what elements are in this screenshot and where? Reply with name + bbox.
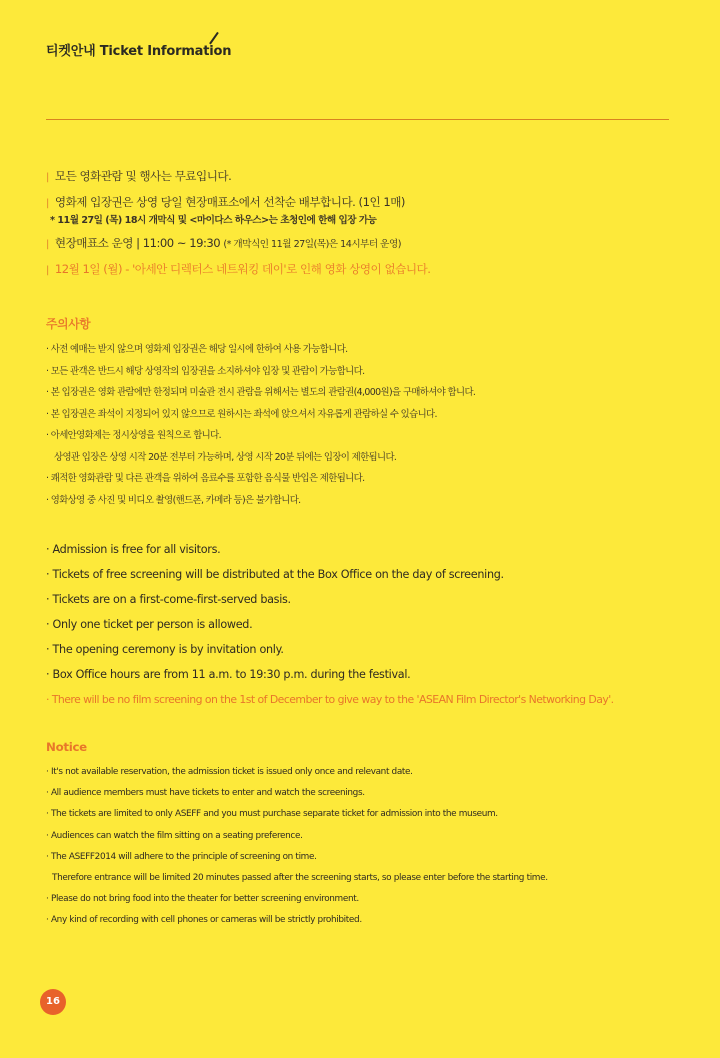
korean-line-4-text: 12월 1일 (월) - '아세안 디렉터스 네트워킹 데이'로 인해 영화 상영이 없습니다. [54,262,431,276]
list-item: · 모든 관객은 반드시 해당 상영작의 입장권을 소지하셔야 입장 및 관람이 가능합니다. [46,365,365,377]
list-item-continuation: 상영관 입장은 상영 시작 20분 전부터 가능하며, 상영 시작 20분 뒤에는 입장이 제한됩니다. [54,451,397,463]
page-number-badge: 16 [40,989,66,1015]
korean-line-1-text: 모든 영화관람 및 행사는 무료입니다. [54,169,232,183]
korean-line-3-text: 현장매표소 운영 | 11:00 ~ 19:30 [54,236,221,250]
list-item: · 사전 예매는 받지 않으며 영화제 입장권은 해당 일시에 한하여 사용 가능합니다. [46,344,348,355]
korean-line-1 [46,164,686,190]
korean-line-2-note: * 11월 27일 (목) 18시 개막식 및 <마이다스 하우스>는 초청인에 한해 입장 가능 [50,215,377,226]
list-item-continuation: Therefore entrance will be limited 20 minutes passed after the screening starts, so please enter before the starting time. [52,873,548,884]
bullet-mark-icon: | [46,239,49,250]
korean-notice-heading: 주의사항 [46,317,91,331]
english-notice-list [46,762,686,932]
list-item: · Please do not bring food into the theater for better screening environment. [46,894,359,905]
english-notice-heading: Notice [46,740,87,754]
list-item: · 본 입장권은 영화 관람에만 한정되며 미술관 전시 관람을 위해서는 별도의 관람권(4,000원)을 구매하셔야 합니다. [46,387,476,398]
list-item: · 쾌적한 영화관람 및 다른 관객을 위하여 음료수를 포함한 음식물 반입은 제한됩니다. [46,473,365,484]
english-line: · Box Office hours are from 11 a.m. to 19:30 p.m. during the festival. [46,668,411,681]
list-item: · Any kind of recording with cell phones or cameras will be strictly prohibited. [46,915,362,926]
list-item: · 영화상영 중 사진 및 비디오 촬영(핸드폰, 카메라 등)은 불가합니다. [46,494,301,506]
list-item: · 아세안영화제는 정시상영을 원칙으로 합니다. [46,430,221,441]
list-item: · All audience members must have tickets to enter and watch the screenings. [46,788,365,799]
page-title: 티켓안내 Ticket Information [46,44,232,59]
english-line: · Only one ticket per person is allowed. [46,618,253,631]
english-line: · Tickets of free screening will be distributed at the Box Office on the day of screening. [46,568,504,581]
list-item: · 본 입장권은 좌석이 지정되어 있지 않으므로 원하시는 좌석에 앉으셔서 자유롭게 관람하실 수 있습니다. [46,408,437,420]
english-main-info [46,537,686,712]
list-item: · The ASEFF2014 will adhere to the principle of screening on time. [46,851,317,862]
bullet-mark-icon: | [46,265,49,276]
korean-line-2-text: 영화제 입장권은 상영 당일 현장매표소에서 선착순 배부합니다. (1인 1매) [54,195,405,209]
list-item: · Audiences can watch the film sitting on a seating preference. [46,830,303,841]
english-highlight-line: · There will be no film screening on the 1st of December to give way to the 'ASEAN Film Director's Networking Day'. [46,693,614,706]
english-line: · The opening ceremony is by invitation only. [46,643,284,656]
korean-line-3-note: (* 개막식인 11월 27일(목)은 14시부터 운영) [223,239,401,250]
bullet-mark-icon: | [46,172,49,183]
header-divider [46,119,669,120]
list-item: · The tickets are limited to only ASEFF and you must purchase separate ticket for admission into the museum. [46,809,498,820]
korean-notice-list [46,339,686,511]
english-line: · Tickets are on a first-come-first-served basis. [46,593,291,606]
korean-line-3 [46,231,686,257]
bullet-mark-icon: | [46,198,49,209]
list-item: · It's not available reservation, the admission ticket is issued only once and relevant date. [46,767,413,777]
korean-main-info [46,164,686,283]
english-line: · Admission is free for all visitors. [46,543,221,556]
korean-line-4 [46,257,686,283]
